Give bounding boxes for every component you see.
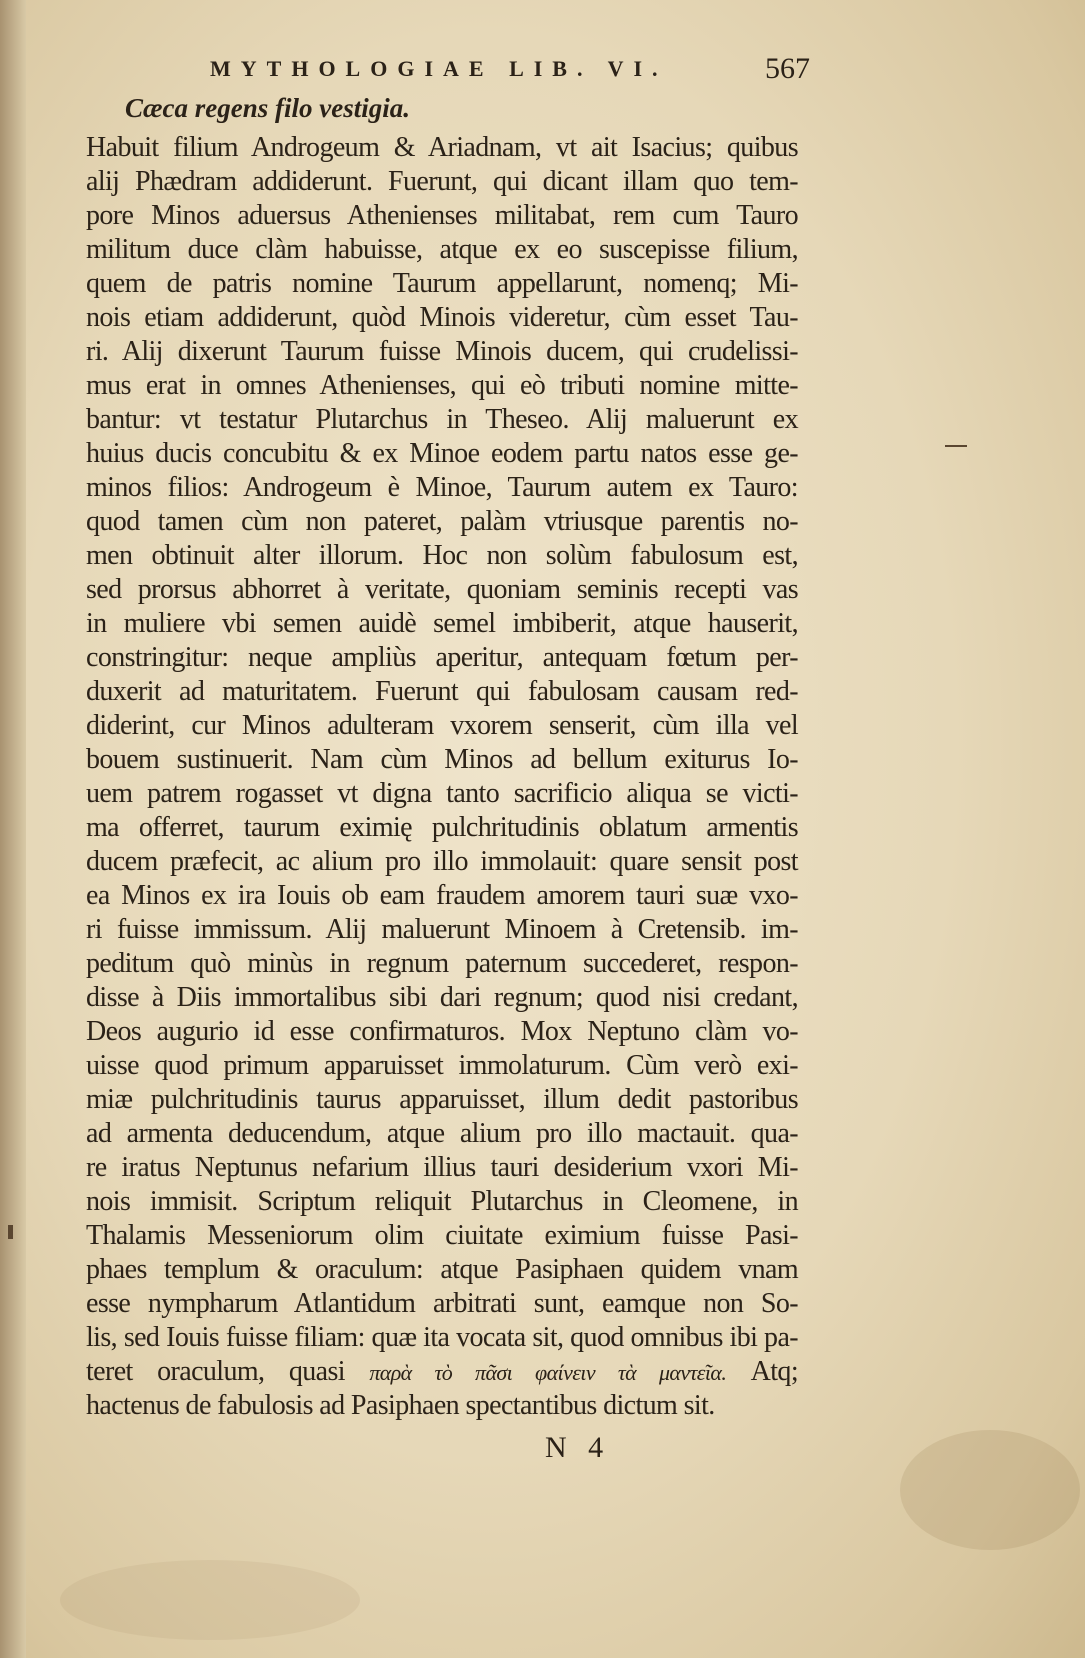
text-line: ad armenta deducendum, atque alium pro illo mactauit. qua- <box>86 1118 798 1149</box>
text-line: Deos augurio id esse confirmaturos. Mox Neptuno clàm vo- <box>86 1016 798 1047</box>
text-line: quod tamen cùm non pateret, palàm vtriusque parentis no- <box>86 506 798 537</box>
text-line: ri fuisse immissum. Alij maluerunt Minoem à Cretensib. im- <box>86 914 798 945</box>
text-line: disse à Diis immortalibus sibi dari regnum; quod nisi credant, <box>86 982 798 1013</box>
greek-line <box>86 1355 798 1389</box>
motto-line: Cæca regens filo vestigia. <box>125 93 410 123</box>
text-line: hactenus de fabulosis ad Pasiphaen spectantibus dictum sit. <box>86 1390 715 1421</box>
margin-mark <box>945 445 967 447</box>
text-line: quem de patris nomine Taurum appellarunt, nomenq; Mi- <box>86 268 798 299</box>
text-line: constringitur: neque ampliùs aperitur, antequam fœtum per- <box>86 642 798 673</box>
text-line: miæ pulchritudinis taurus apparuisset, illum dedit pastoribus <box>86 1084 798 1115</box>
text-line: alij Phædram addiderunt. Fuerunt, qui dicant illam quo tem- <box>86 166 798 197</box>
paper-stain <box>900 1430 1080 1550</box>
running-title: MYTHOLOGIAE LIB. VI. <box>210 56 668 81</box>
text-line: in muliere vbi semen auidè semel imbiberit, atque hauserit, <box>86 608 798 639</box>
body-text <box>86 131 798 1423</box>
text-line: uem patrem rogasset vt digna tanto sacrificio aliqua se victi- <box>86 778 798 809</box>
margin-mark <box>8 1225 13 1239</box>
text-line: huius ducis concubitu & ex Minoe eodem partu natos esse ge- <box>86 438 798 469</box>
greek-line-after: Atq; <box>750 1356 799 1387</box>
text-line: phaes templum & oraculum: atque Pasiphaen quidem vnam <box>86 1254 798 1285</box>
text-line: Habuit filium Androgeum & Ariadnam, vt ait Isacius; quibus <box>86 132 798 163</box>
greek-quotation: παρὰ τὸ πᾶσι φαίνειν τὰ μαντεῖα. <box>369 1360 727 1385</box>
text-line: men obtinuit alter illorum. Hoc non solùm fabulosum est, <box>86 540 798 571</box>
text-line: sed prorsus abhorret à veritate, quoniam seminis recepti vas <box>86 574 798 605</box>
text-line: bouem sustinuerit. Nam cùm Minos ad bellum exiturus Io- <box>86 744 798 775</box>
text-line: ri. Alij dixerunt Taurum fuisse Minois ducem, qui crudelissi- <box>86 336 798 367</box>
page-number: 567 <box>765 52 810 85</box>
page-gutter <box>0 0 26 1658</box>
text-line: militum duce clàm habuisse, atque ex eo suscepisse filium, <box>86 234 798 265</box>
text-line: lis, sed Iouis fuisse filiam: quæ ita vocata sit, quod omnibus ibi pa- <box>86 1322 798 1353</box>
text-line: minos filios: Androgeum è Minoe, Taurum autem ex Tauro: <box>86 472 798 503</box>
text-line: ducem præfecit, ac alium pro illo immolauit: quare sensit post <box>86 846 798 877</box>
paper-stain <box>60 1560 360 1640</box>
text-line: re iratus Neptunus nefarium illius tauri desiderium vxori Mi- <box>86 1152 798 1183</box>
text-line: pore Minos aduersus Athenienses militabat, rem cum Tauro <box>86 200 798 231</box>
text-line: ma offerret, taurum eximię pulchritudinis oblatum armentis <box>86 812 798 843</box>
text-line: mus erat in omnes Athenienses, qui eò tributi nomine mitte- <box>86 370 798 401</box>
page-header <box>210 52 810 86</box>
text-line: peditum quò minùs in regnum paternum succederet, respon- <box>86 948 798 979</box>
greek-line-before: teret oraculum, quasi <box>86 1356 345 1387</box>
text-line: esse nympharum Atlantidum arbitrati sunt, eamque non So- <box>86 1288 798 1319</box>
text-line: uisse quod primum apparuisset immolaturum. Cùm verò exi- <box>86 1050 798 1081</box>
text-line: nois etiam addiderunt, quòd Minois videretur, cùm esset Tau- <box>86 302 798 333</box>
text-line: bantur: vt testatur Plutarchus in Theseo. Alij maluerunt ex <box>86 404 798 435</box>
text-line: diderint, cur Minos adulteram vxorem senserit, cùm illa vel <box>86 710 798 741</box>
text-line: ea Minos ex ira Iouis ob eam fraudem amorem tauri suæ vxo- <box>86 880 798 911</box>
text-line: Thalamis Messeniorum olim ciuitate eximium fuisse Pasi- <box>86 1220 798 1251</box>
text-line: duxerit ad maturitatem. Fuerunt qui fabulosam causam red- <box>86 676 798 707</box>
text-line: nois immisit. Scriptum reliquit Plutarchus in Cleomene, in <box>86 1186 798 1217</box>
signature-mark: N 4 <box>545 1431 604 1464</box>
